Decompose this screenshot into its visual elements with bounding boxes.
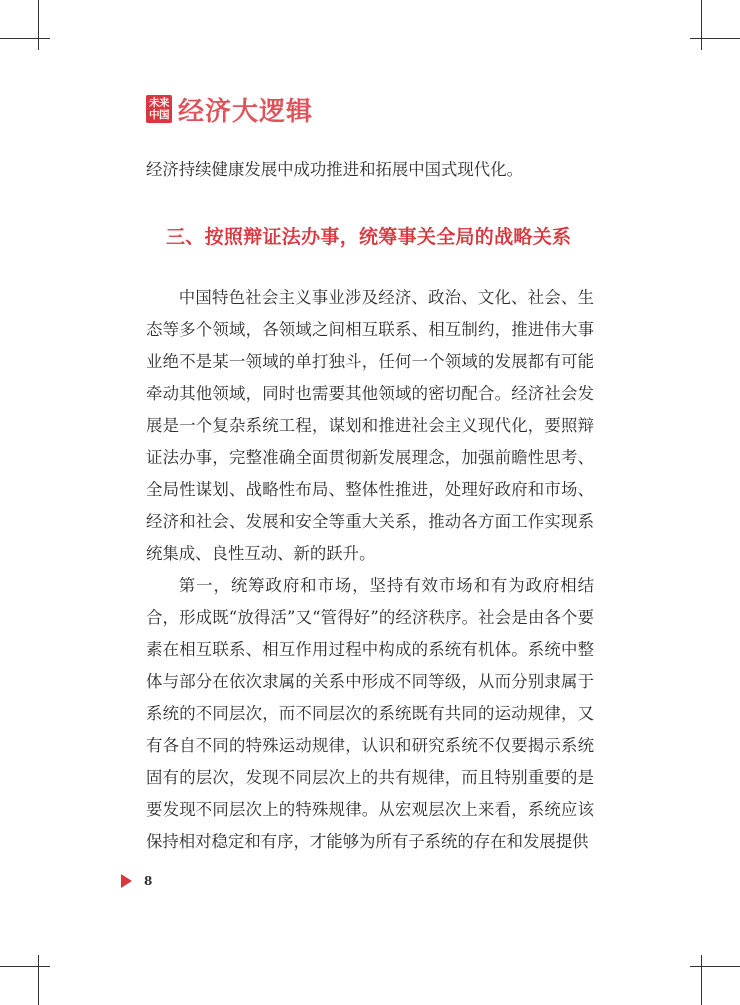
logo-line-1: 未来 [149,97,169,109]
body-paragraph-1: 中国特色社会主义事业涉及经济、政治、文化、社会、生态等多个领域，各领域之间相互联系、相互制约，推进伟大事业绝不是某一领域的单打独斗，任何一个领域的发展都有可能牵动其他领域，同时也需要其他领域的密切配合。经济社会发展是一个复杂系统工程，谋划和推进社会主义现代化，要照辩证法办事，完整准确全面贯彻新发展理念，加强前瞻性思考、全局性谋划、战略性布局、整体性推进，处理好政府和市场、经济和社会、发展和安全等重大关系，推动各方面工作实现系统集成、良性互动、新的跃升。 [146,288,594,563]
continuation-paragraph: 经济持续健康发展中成功推进和拓展中国式现代化。 [146,160,523,179]
crop-mark-bottom-right-v [701,955,702,1005]
crop-mark-top-left-h [0,38,50,39]
section-heading: 三、按照辩证法办事，统筹事关全局的战略关系 [166,226,572,248]
body-paragraph-2: 第一，统筹政府和市场，坚持有效市场和有为政府相结合，形成既“放得活”又“管得好”的经济秩序。社会是由各个要素在相互联系、相互作用过程中构成的系统有机体。系统中整体与部分在依次隶属的关系中形成不同等级，从而分别隶属于系统的不同层次，而不同层次的系统既有共同的运动规律，又有各自不同的特殊运动规律，认识和研究系统不仅要揭示系统固有的层次，发现不同层次上的共有规律，而且特别重要的是要发现不同层次上的特殊规律。从宏观层次上来看，系统应该保持相对稳定和有序，才能够为所有子系统的存在和发展提供 [146,576,594,851]
page-number: 8 [144,874,153,888]
book-title: 经济大逻辑 [178,96,314,127]
body-text-block [146,282,594,858]
page-footer [121,872,152,890]
running-header [146,92,313,126]
crop-mark-top-left-v [38,0,39,50]
crop-mark-top-right-v [701,0,702,50]
crop-mark-bottom-left-h [0,966,50,967]
crop-mark-bottom-left-v [38,955,39,1005]
logo-line-2: 中国 [149,109,169,121]
crop-mark-top-right-h [690,38,740,39]
continuation-text-block [146,154,594,186]
page-marker-triangle-icon [121,874,132,888]
series-logo [146,95,172,123]
crop-mark-bottom-right-h [690,966,740,967]
